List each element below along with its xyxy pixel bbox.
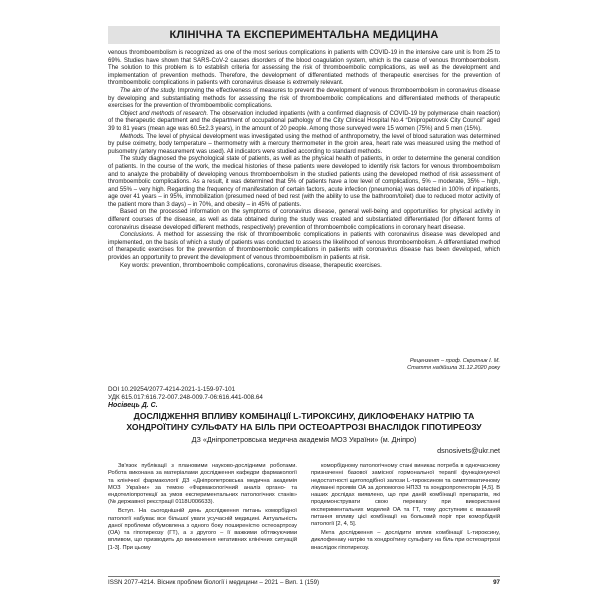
- abstract-intro: venous thromboembolism is recognized as one of the most serious complications in patients with COVID-19 in the intensive care unit is from 25 to 69%. Studies have shown that SARS-CoV-2 causes disorders of the blood coagulation system, which is the cause of venous thromboembolism. The solution to this problem is to establish criteria for assessing the risk of thromboembolic complications, as well as the development and implementation of prevention methods. Therefore, the development of differentiated methods of therapeutic exercises for the prevention of thromboembolic complications in patients with coronavirus disease is extremely relevant.: [108, 50, 500, 87]
- reviewer-block: [300, 358, 500, 372]
- body-column-left: [108, 463, 297, 554]
- object-label: Object and methods of research.: [120, 110, 209, 117]
- column-paragraph: Вступ. На сьогоднішній день дослідження питань коморбідної патології набуває все більшої уваги усучасній медицині. Актуальність даної проблеми обумовлена з одного боку поширеністю остеоартрозу (ОА) та гіпотиреозу (ГТ), а з другого – її важкими обтяжуючими впливом, що призводить до виникнення негативних клінічних ситуацій [1-3]. При цьому: [108, 508, 297, 551]
- abstract-study: The study diagnosed the psychological state of patients, as well as the physical health of patients, in order to determine the general condition of patients. In the course of the work, the medical histories of these patients were developed to identify risk factors for venous thromboembolism and to analyze the probability of developing venous thromboembolism in the studied patients using the developed method of risk assessment of thromboembolic complications. As a result, it was determined that 5% of patients have a low level of complications, 5% – moderate, 35% – high, and 55% – very high. Regarding the frequency of manifestation of certain factors, acute infection (pneumonia) was detected in 100% of inpatients, age over 41 years – in 95%, immobilization (presumed need of bed rest (with the ability to use the bathroom/toilet) due to reduced motor activity of the patient more than 3 days) – in 70%, and obesity – in 45% of patients.: [108, 156, 500, 208]
- author-email: dsnosivets@ukr.net: [437, 446, 500, 455]
- aim-label: The aim of the study.: [120, 87, 177, 94]
- authors: Носівець Д. С.: [108, 402, 158, 409]
- reviewer: Рецензент – проф. Скрипник І. М.: [409, 358, 500, 364]
- abstract-keywords: Key words: prevention, thromboembolic complications, coronavirus disease, therapeutic exercises.: [120, 262, 382, 269]
- methods-text: The level of physical development was investigated using the method of anthropometry, the level of blood saturation was determined by pulse oximetry, body temperature – thermometry with a mercury thermometer in the groin area, heart rate was measured using the method of pulsometry (artery measurement was used). All indicators were studied according to standard methods.: [108, 133, 500, 155]
- article-title: ДОСЛІДЖЕННЯ ВПЛИВУ КОМБІНАЦІЇ L-ТИРОКСИНУ, ДИКЛОФЕНАКУ НАТРІЮ ТА ХОНДРОЇТИНУ СУЛЬФАТУ НА БІЛЬ ПРИ ОСТЕОАРТРОЗІ ВНАСЛІДОК ГІПОТИРЕОЗУ: [126, 411, 482, 433]
- object-text: The observation included inpatients (with a confirmed diagnosis of COVID-19 by polymerase chain reaction) of the therapeutic department and the department of occupational pathology of the City Clinical Hospital No.4 “Dnipropetrovsk City Council” aged 39 to 81 years (mean age was 60.5±2.3 years), in the amount of 20 people. Among those surveyed were 15 women (75%) and 5 men (15%).: [108, 110, 501, 132]
- abstract-based: Based on the processed information on the symptoms of coronavirus disease, general well-being and opportunities for physical activity in different courses of the disease, as well as data obtained during the study was created and substantiated differentiated (for different forms of coronavirus disease developed different methods, respectively) prevention of thromboembolic complications in coronary heart disease.: [108, 209, 500, 231]
- abstract-conclusions: [108, 232, 500, 262]
- column-paragraph: Мета дослідження – дослідити вплив комбінації L-тироксину, диклофенаку натрію та хондроїтину сульфату на біль при остеоартрозі внаслідок гіпотиреозу.: [311, 530, 500, 551]
- udk: УДК 615.017:616.72-007.248-009.7-06:616.441-008.64: [108, 394, 263, 401]
- footer-journal: ISSN 2077-4214. Вісник проблем біології і медицини – 2021 – Вип. 1 (159): [108, 579, 320, 586]
- doi: DOI 10.29254/2077-4214-2021-1-159-97-101: [108, 386, 236, 393]
- running-head: КЛІНІЧНА ТА ЕКСПЕРИМЕНТАЛЬНА МЕДИЦИНА: [108, 26, 500, 44]
- abstract-methods: [108, 134, 500, 157]
- abstract-aim: [108, 88, 500, 111]
- column-paragraph: коморбідному патологічному стані виникає потреба в одночасному призначенні базової замісної гормональної терапії функціонуючої недостатності щитоподібної залози L-тироксином та симптоматичному лікуванні проявів ОА за допомогою НПЗЗ та хондропротекторів [4,5]. В наших дослідах виявлено, що при даній комбінації препаратів, які продемонструвати свою перевагу при використанні експериментальних моделей ОА та ГТ, тому доступним є вказаний питання впливу цієї комбінації на больовий поріг при коморбідній патології [2, 4, 5].: [311, 463, 500, 528]
- aim-text: Improving the effectiveness of measures to prevent the development of venous thromboembolism in coronavirus disease by developing and substantiating methods for assessing the risk of thromboembolic complications and differentiated methods of therapeutic exercises for the prevention of thromboembolic complications.: [108, 87, 500, 110]
- conclusions-text: A method for assessing the risk of thromboembolic complications in patients with coronavirus disease was developed and implemented, on the basis of which a study of patients was conducted to assess the likelihood of venous thromboembolism. A differentiated method of therapeutic exercises for the prevention of thromboembolic complications in patients with coronavirus disease has been developed, which provides an opportunity to prevent the development of venous thromboembolism in patients at risk.: [108, 232, 500, 262]
- article-meta: [108, 386, 408, 410]
- conclusions-label: Conclusions.: [120, 232, 155, 239]
- footer-divider: [108, 576, 500, 577]
- methods-label: Methods.: [120, 133, 145, 140]
- affiliation: ДЗ «Дніпропетровська медична академія МОЗ України» (м. Дніпро): [191, 435, 417, 444]
- english-abstract: [108, 50, 500, 270]
- abstract-object: [108, 111, 500, 134]
- received-date: Стаття надійшла 31.12.2020 року: [407, 365, 500, 371]
- body-column-right: [311, 463, 500, 554]
- page-number: 97: [493, 579, 500, 586]
- column-paragraph: Зв'язок публікації з плановими науково-дослідними роботами. Робота виконана за матеріалами дослідження кафедри фармакології та клінічної фармакології ДЗ «Дніпропетровська медична академія МОЗ України» за темою «Фармакологічний аналіз органо- та ендотеліопротекції за умов експериментальних патологічних станів» (№ державної реєстрації 0118U006633).: [108, 463, 297, 506]
